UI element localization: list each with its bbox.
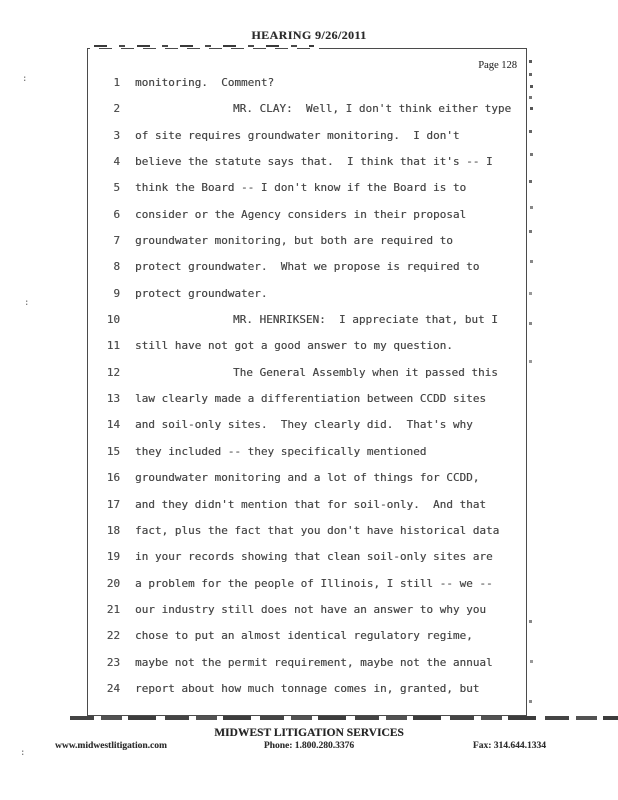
line-number: 1 <box>113 76 120 89</box>
line-number: 15 <box>106 444 120 458</box>
transcript-line <box>96 471 524 497</box>
transcript-line <box>96 339 524 365</box>
transcript-line <box>96 76 524 102</box>
transcript-line <box>96 102 524 128</box>
line-number: 3 <box>113 128 120 142</box>
footer-fax: Fax: 314.644.1334 <box>472 741 546 751</box>
line-number: 20 <box>106 576 120 590</box>
transcript-line <box>96 129 524 155</box>
footer-contact-row <box>0 741 618 755</box>
transcript-lines <box>96 76 524 708</box>
line-text: protect groundwater. What we propose is required to <box>135 260 480 274</box>
line-text: groundwater monitoring, but both are required to <box>135 234 453 248</box>
line-number: 7 <box>113 234 120 248</box>
transcript-line <box>96 181 524 207</box>
line-text: and soil-only sites. They clearly did. That's why <box>135 418 473 432</box>
line-text: maybe not the permit requirement, maybe not the annual <box>135 655 493 669</box>
transcript-line <box>96 445 524 471</box>
line-number: 8 <box>113 260 120 274</box>
line-text: think the Board -- I don't know if the Board is to <box>135 181 467 195</box>
line-text: law clearly made a differentiation between CCDD sites <box>135 392 486 406</box>
transcript-line <box>96 366 524 392</box>
transcript-line <box>96 498 524 524</box>
scan-margin-mark: : <box>20 748 26 758</box>
line-number: 10 <box>106 313 120 327</box>
line-text: groundwater monitoring and a lot of things for CCDD, <box>135 471 480 485</box>
line-number: 18 <box>106 523 120 537</box>
page-number-label: Page 128 <box>478 60 517 71</box>
line-number: 11 <box>106 339 120 353</box>
transcript-line <box>96 418 524 444</box>
line-number: 23 <box>106 655 120 669</box>
line-text: still have not got a good answer to my question. <box>135 339 453 353</box>
footer-company-name: MIDWEST LITIGATION SERVICES <box>214 727 404 739</box>
transcript-line <box>96 656 524 682</box>
transcript-box <box>87 48 527 716</box>
line-number: 5 <box>113 181 120 195</box>
line-number: 17 <box>106 497 120 511</box>
line-number: 24 <box>106 681 120 695</box>
scan-artifact-top-break <box>90 48 322 50</box>
transcript-line <box>96 287 524 313</box>
line-number: 21 <box>106 602 120 616</box>
line-text: chose to put an almost identical regulatory regime, <box>135 629 473 643</box>
line-text: in your records showing that clean soil-only sites are <box>135 550 493 564</box>
line-number: 16 <box>106 471 120 485</box>
scan-margin-mark: : <box>24 298 30 308</box>
scan-artifact-bottom-smudge <box>70 716 618 720</box>
transcript-line <box>96 682 524 708</box>
line-number: 14 <box>106 418 120 432</box>
line-number: 13 <box>106 392 120 406</box>
line-number: 4 <box>113 155 120 169</box>
transcript-line <box>96 155 524 181</box>
transcript-line <box>96 629 524 655</box>
line-text: a problem for the people of Illinois, I still -- we -- <box>135 576 493 590</box>
transcript-line <box>96 208 524 234</box>
line-text: MR. HENRIKSEN: I appreciate that, but I <box>233 313 498 327</box>
line-text: monitoring. Comment? <box>135 76 275 89</box>
line-text: protect groundwater. <box>135 286 268 300</box>
line-text: they included -- they specifically mentioned <box>135 444 427 458</box>
line-number: 19 <box>106 550 120 564</box>
line-number: 2 <box>113 102 120 116</box>
transcript-line <box>96 577 524 603</box>
scan-noise-right-edge <box>529 60 532 63</box>
transcript-line <box>96 260 524 286</box>
line-text: believe the statute says that. I think that it's -- I <box>135 155 493 169</box>
line-text: of site requires groundwater monitoring. I don't <box>135 128 460 142</box>
transcript-line <box>96 550 524 576</box>
transcript-line <box>96 392 524 418</box>
transcript-line <box>96 313 524 339</box>
scan-margin-mark: : <box>22 74 28 84</box>
transcript-line <box>96 234 524 260</box>
line-text: our industry still does not have an answer to why you <box>135 602 486 616</box>
hearing-title: HEARING 9/26/2011 <box>251 28 367 42</box>
line-text: fact, plus the fact that you don't have historical data <box>135 523 500 537</box>
line-text: MR. CLAY: Well, I don't think either type <box>233 102 512 116</box>
transcript-line <box>96 524 524 550</box>
line-number: 9 <box>113 286 120 300</box>
footer-website: www.midwestlitigation.com <box>55 741 167 751</box>
line-number: 12 <box>106 365 120 379</box>
line-text: consider or the Agency considers in their proposal <box>135 207 467 221</box>
line-text: report about how much tonnage comes in, granted, but <box>135 681 480 695</box>
line-text: The General Assembly when it passed this <box>233 365 498 379</box>
line-text: and they didn't mention that for soil-only. And that <box>135 497 486 511</box>
transcript-line <box>96 603 524 629</box>
scan-artifact-top-dash <box>94 45 314 47</box>
line-number: 6 <box>113 207 120 221</box>
footer-phone: Phone: 1.800.280.3376 <box>263 741 355 751</box>
line-number: 22 <box>106 629 120 643</box>
